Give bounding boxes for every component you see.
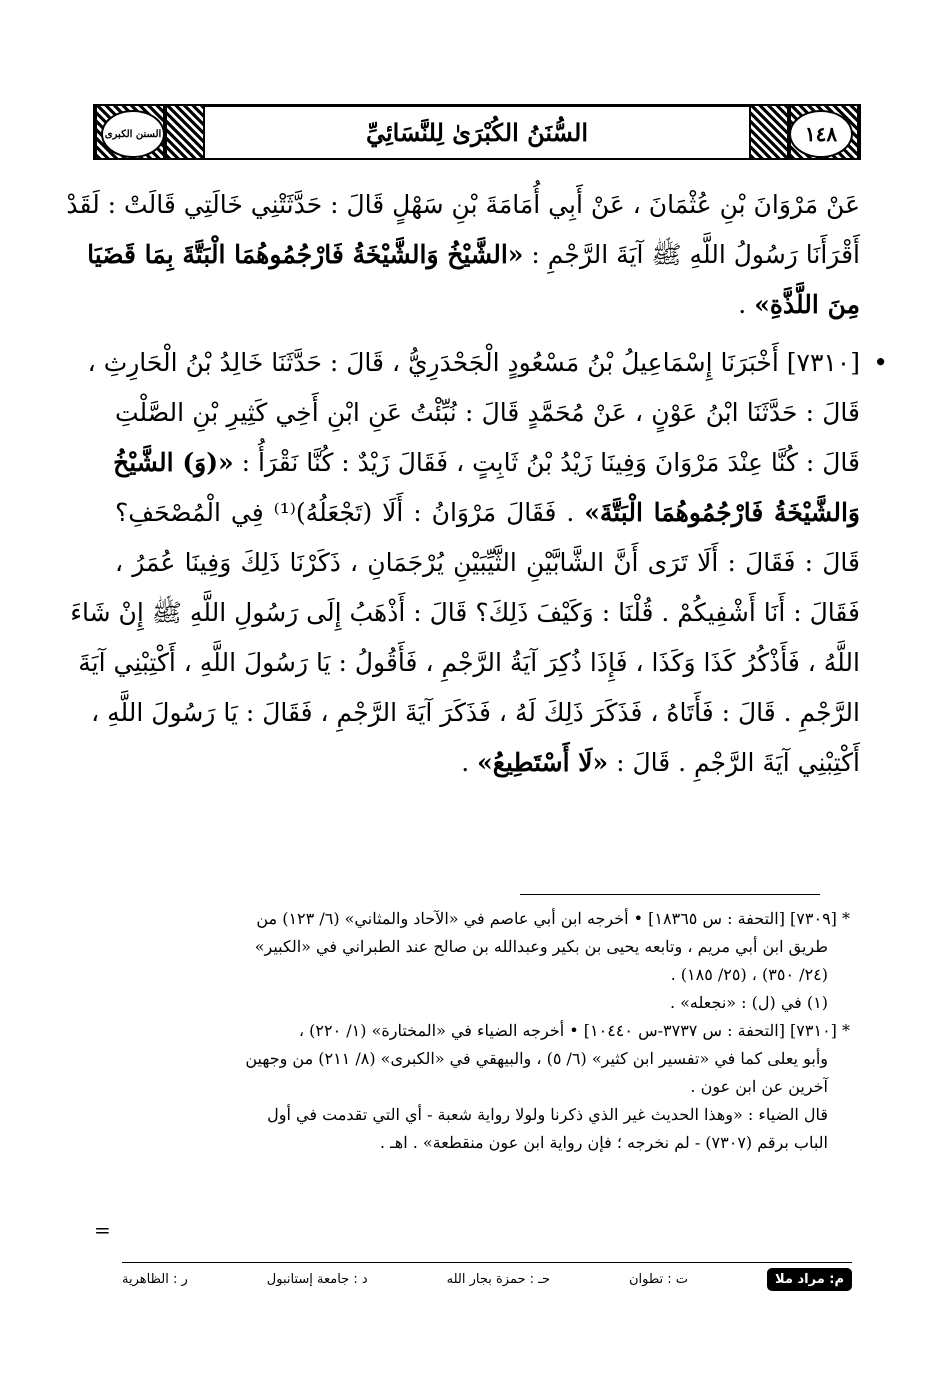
text-line: .: [461, 748, 478, 777]
book-title: السُّنَنُ الكُبْرَىٰ لِلنَّسَائِيِّ: [365, 118, 589, 147]
text-line: قَالَ : فَقَالَ : أَلَا تَرَى أَنَّ الشَّابَّيْنِ الثَّيِّبَيْنِ يُرْجَمَانِ ، ذَكَرْنَا ذَلِكَ وَفِينَا عُمَرُ ،: [115, 548, 860, 577]
bullet-icon: •: [873, 348, 888, 377]
footnote-line: (١) في (ل) : «نجعله» .: [669, 993, 828, 1012]
text-line: قَالَ : حَدَّثَنَا ابْنُ عَوْنٍ ، عَنْ مُحَمَّدٍ قَالَ : نُبِّئْتُ عَنِ ابْنِ أَخِي كَثِيرِ بْنِ الصَّلْتِ: [115, 398, 860, 427]
footnote-line: الباب برقم (٧٣٠٧) - لم نخرجه ؛ فإن رواية ابن عون منقطعة» . اهـ .: [379, 1133, 828, 1152]
text-line: أَقْرَأَنَا رَسُولُ اللَّهِ ﷺ آيَةَ الرَّجْمِ :: [523, 240, 860, 269]
footnote-line: آخرين عن ابن عون .: [690, 1077, 828, 1096]
continuation-mark: =: [94, 1218, 111, 1242]
quote-bold: «الشَّيْخُ وَالشَّيْخَةُ فَارْجُمُوهُمَا الْبَتَّةَ بِمَا قَضَيَا: [87, 240, 524, 269]
footnote-line: * [٧٣١٠] [التحفة : س ٣٧٣٧-س ١٠٤٤٠] • أخرجه الضياء في «المختارة» (١/ ٢٢٠) ،: [298, 1021, 850, 1040]
footer-divider: [122, 1262, 852, 1263]
ornament-left-2: [165, 106, 205, 158]
footnote-line: وأبو يعلى كما في «تفسير ابن كثير» (٦/ ٥) ، والبيهقي في «الكبرى» (٨/ ٢١١) من وجهين: [245, 1049, 828, 1068]
siglum-badge: م: مراد ملا: [767, 1268, 852, 1291]
text-line: أَكْتِبْنِي آيَةَ الرَّجْمِ . قَالَ :: [608, 748, 860, 777]
text-line: اللَّهُ ، فَأَذْكُرُ كَذَا وَكَذَا ، فَإِذَا ذُكِرَ آيَةُ الرَّجْمِ ، فَأَقُولُ : يَا رَسُولَ اللَّهِ ، أَكْتِبْنِي آيَةَ: [78, 648, 860, 677]
quote-bold: «لَا أَسْتَطِيعُ»: [477, 748, 609, 777]
main-text: [66, 180, 888, 788]
siglum: حـ : حمزة بجار الله: [446, 1272, 551, 1287]
book-logo: [101, 110, 165, 158]
footnote-divider: [520, 894, 820, 895]
footnotes: [120, 905, 850, 1157]
footnote-line: طريق ابن أبي مريم ، وتابعه يحيى بن بكير وعبدالله بن صالح عند الطبراني في «الكبير»: [254, 937, 828, 956]
text-line: . فَقَالَ مَرْوَانُ : أَلَا (تَجْعَلُهُ)⁽¹⁾ فِي الْمُصْحَفِ؟: [115, 498, 585, 527]
footnote-line: * [٧٣٠٩] [التحفة : س ١٨٣٦٥] • أخرجه ابن أبي عاصم في «الآحاد والمثاني» (٦/ ١٢٣) من: [256, 909, 850, 928]
logo-text: السنن الكبرى: [104, 128, 162, 140]
page-number: ١٤٨: [789, 110, 853, 158]
page-header: [93, 104, 861, 160]
text-line: قَالَ : كُنَّا عِنْدَ مَرْوَانَ وَفِينَا زَيْدُ بْنُ ثَابِتٍ ، فَقَالَ زَيْدٌ : كُنَّا نَقْرَأُ :: [233, 448, 860, 477]
quote-bold: مِنَ اللَّذَّةِ»: [754, 290, 860, 319]
siglum: د : جامعة إستانبول: [266, 1272, 368, 1287]
text-line: عَنْ مَرْوَانَ بْنِ عُثْمَانَ ، عَنْ أَبِي أُمَامَةَ بْنِ سَهْلٍ قَالَ : حَدَّثَتْنِي خَالَتِي قَالَتْ : لَقَدْ: [66, 190, 860, 219]
footnote-line: (٢٤/ ٣٥٠) ، (٢٥/ ١٨٥) .: [670, 965, 828, 984]
ornament-left: [95, 106, 165, 158]
quote-bold: وَالشَّيْخَةُ فَارْجُمُوهُمَا الْبَتَّةَ»: [584, 498, 860, 527]
ornament-right-2: [749, 106, 789, 158]
quote-bold: «(وَ) الشَّيْخُ: [113, 448, 234, 477]
siglum: ر : الظاهرية: [122, 1272, 188, 1287]
text-line: .: [738, 290, 755, 319]
text-line: الرَّجْمِ . قَالَ : فَأَتَاهُ ، فَذَكَرَ ذَلِكَ لَهُ ، فَذَكَرَ آيَةَ الرَّجْمِ ، فَقَالَ : يَا رَسُولَ اللَّهِ ،: [91, 698, 860, 727]
text-line: فَقَالَ : أَنَا أَشْفِيكُمْ . قُلْنَا : وَكَيْفَ ذَلِكَ؟ قَالَ : أَذْهَبُ إِلَى رَسُولِ اللَّهِ ﷺ إِنْ شَاءَ: [70, 598, 860, 627]
manuscript-sigla: [122, 1268, 852, 1291]
footnote-line: قال الضياء : «وهذا الحديث غير الذي ذكرنا ولولا رواية شعبة - أي التي تقدمت في أول: [267, 1105, 828, 1124]
ornament-right: [789, 106, 859, 158]
hadith-number-line: [٧٣١٠] أَخْبَرَنَا إِسْمَاعِيلُ بْنُ مَسْعُودٍ الْجَحْدَرِيُّ ، قَالَ : حَدَّثَنَا خَالِدُ بْنُ الْحَارِثِ ،: [87, 348, 860, 377]
siglum: ت : تطوان: [629, 1272, 689, 1287]
